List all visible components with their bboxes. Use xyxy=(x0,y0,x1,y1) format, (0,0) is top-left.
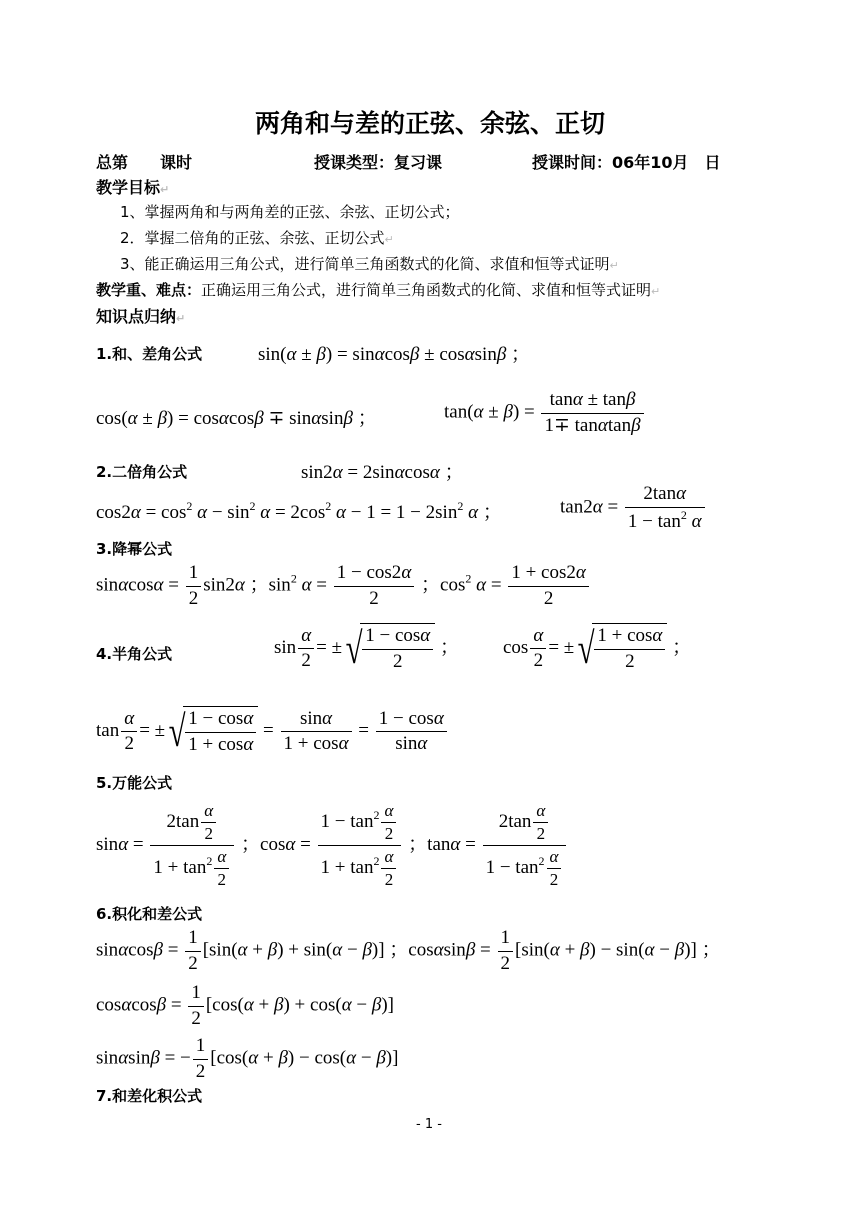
keypoints-heading: 教学重、难点： xyxy=(96,281,202,299)
keypoints-text: 正确运用三角公式，进行简单三角函数式的化简、求值和恒等式证明 xyxy=(201,281,652,299)
page-number: - 1 - xyxy=(416,1117,442,1132)
objectives-heading: 教学目标↵ xyxy=(96,178,170,197)
formula-universal: sinα = 2tan $\frac{\alpha}{2}$ $1 + \tan^2$ $\frac{\alpha}{2}$ ；cosα = $1 - \tan^2$ $\frac{\alpha}{2}$ $1 + \tan^2$ $\frac{\alpha}{2}$ ；tanα = 2tan $\frac{\alpha}{2}$ $1 - \tan^2$ $\frac{\alpha}{2}$ xyxy=(96,800,568,891)
section-6-heading: 6.积化和差公式 xyxy=(96,905,203,923)
formula-cos-double: $\cos 2\alpha = \cos^2 \alpha - \sin^2 \alpha = 2\cos^2$ $\alpha - 1 = 1 - 2\sin^2$ α ； xyxy=(96,499,502,523)
formula-sin-sum: sin(α ± β) = sinαcosβ ± cosαsinβ ； xyxy=(258,344,531,365)
formula-product-to-sum-2: cosαcosβ = $\frac{1}{2}$ [cos(α + β) + cos(α − β)] xyxy=(96,982,395,1029)
formula-tan-double: tan2α = $\frac{2\tan\alpha}{1 - \tan^2 \alpha}$ xyxy=(560,482,707,534)
formula-tan-sum: tan(α ± β) = $\frac{\tan\alpha \pm \tan\beta}{1\mp \tan\alpha\tan\beta}$ xyxy=(444,388,646,438)
lesson-type: 授课类型：复习课 xyxy=(314,153,443,172)
section-7-heading: 7.和差化积公式 xyxy=(96,1087,203,1105)
section-2-heading: 2.二倍角公式 xyxy=(96,463,188,481)
objective-item-3: 3、能正确运用三角公式，进行简单三角函数式的化简、求值和恒等式证明↵ xyxy=(120,255,619,273)
lesson-time: 授课时间：06年10月 日 xyxy=(532,153,721,172)
formula-tan-half: tan $\frac{\alpha}{2}$ = ±√ $\frac{1 - \cos\alpha}{1 + \cos\alpha}$ = $\frac{\sin\alpha}{1 + \cos\alpha}$ = $\frac{1 - \cos\alpha}{\sin\alpha}$ xyxy=(96,706,449,757)
summary-heading: 知识点归纳↵ xyxy=(96,307,186,326)
keypoints: 教学重、难点：正确运用三角公式，进行简单三角函数式的化简、求值和恒等式证明↵ xyxy=(96,281,661,299)
formula-sin-double: sin2α = 2sinαcosα ； xyxy=(301,462,464,483)
page-title: 两角和与差的正弦、余弦、正切 xyxy=(255,109,606,138)
objective-item-1: 1、掌握两角和与两角差的正弦、余弦、正切公式； xyxy=(120,203,460,221)
formula-product-to-sum-3: sinαsinβ = − $\frac{1}{2}$ [cos(α + β) − cos(α − β)] xyxy=(96,1035,399,1082)
section-4-heading: 4.半角公式 xyxy=(96,645,173,663)
formula-power-reduction: sinαcosα = $\frac{1}{2}$ sin2α ；$\sin^2 \alpha$ = $\frac{1 - \cos 2\alpha}{2}$ ；$\cos^2 \alpha$ = $\frac{1 + \cos 2\alpha}{2}$ xyxy=(96,561,591,611)
formula-cos-sum: cos(α ± β) = cosαcosβ ∓ sinαsinβ ； xyxy=(96,408,377,429)
formula-cos-half: cos $\frac{\alpha}{2}$ = ±√ $\frac{1 + \cos\alpha}{2}$ ； xyxy=(503,624,692,674)
formula-sin-half: sin $\frac{\alpha}{2}$ = ±√ $\frac{1 - \cos\alpha}{2}$ ； xyxy=(274,624,460,674)
section-5-heading: 5.万能公式 xyxy=(96,774,173,792)
formula-product-to-sum-1: sinαcosβ = $\frac{1}{2}$ [sin(α + β) + sin(α − β)] ；cosαsinβ = $\frac{1}{2}$ [sin(α + β) − sin(α − β)] ； xyxy=(96,927,721,974)
lesson-count: 总第 课时 xyxy=(96,153,193,172)
objective-item-2: 2．掌握二倍角的正弦、余弦、正切公式↵ xyxy=(120,229,394,247)
section-3-heading: 3.降幂公式 xyxy=(96,540,173,558)
section-1-heading: 1.和、差角公式 xyxy=(96,345,203,363)
